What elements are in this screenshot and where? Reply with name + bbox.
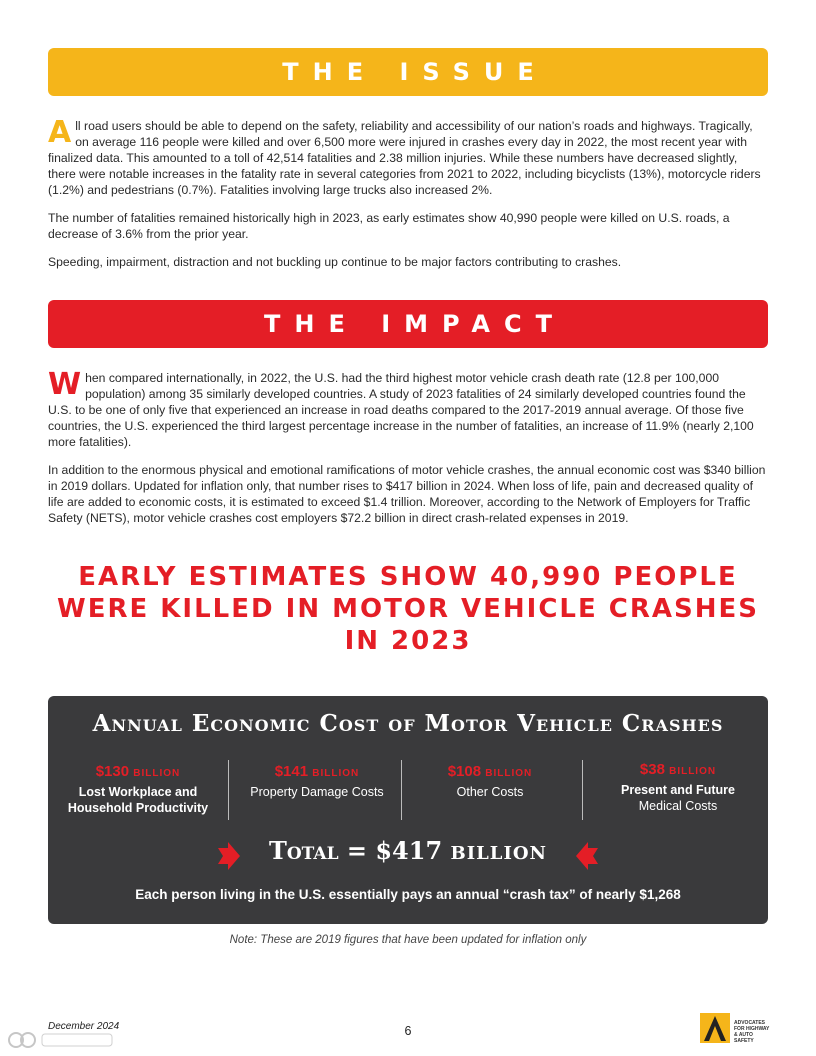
dropcap-a: A (48, 115, 72, 150)
total-unit: BILLION (450, 843, 548, 864)
cost-label: Other Costs (456, 785, 524, 799)
cost-productivity (54, 762, 222, 816)
panel-title: Annual Economic Cost of Motor Vehicle Crashes (92, 710, 724, 737)
divider (401, 760, 402, 820)
divider (582, 760, 583, 820)
impact-paragraph-1-text: hen compared internationally, in 2022, the U.S. had the third highest motor vehicle crash death rate (12.8 per 100,000 population) among 35 similarly developed countries. A study of 2023 fatalities of 24 similarly developed countries found the U.S. to be one of only five that experienced an increase in road deaths compared to the 2017-2019 annual average. Of those five countries, the U.S. experienced the third largest percentage increase in the number of fatalities, an increase of 11.9% (nearly 2,100 more fatalities). (48, 371, 754, 449)
cost-label: Medical Costs (638, 799, 718, 813)
headline-line-2: WERE KILLED IN MOTOR VEHICLE CRASHES (57, 594, 759, 624)
arrow-left-icon (576, 842, 598, 870)
logo-text: ADVOCATES FOR HIGHWAY & AUTO SAFETY (734, 1020, 770, 1044)
total-amount: $417 (375, 836, 443, 865)
impact-heading: THE IMPACT (264, 310, 566, 338)
impact-paragraph-1 (48, 367, 768, 450)
issue-heading-banner (48, 48, 768, 96)
headline-line-3: IN 2023 (344, 626, 472, 656)
watermark-icon (6, 1030, 116, 1050)
issue-heading: THE ISSUE (282, 58, 548, 86)
divider (228, 760, 229, 820)
issue-paragraph-1 (48, 115, 768, 198)
cost-amount: $38 BILLION (639, 761, 717, 778)
impact-paragraph-2: In addition to the enormous physical and emotional ramifications of motor vehicle crashes, the annual economic cost was $340 billion in 2019 dollars. Updated for inflation only, that number rises to $417 billion in 2024. When loss of life, pain and decreased quality of life are added to economic costs, it is estimated to exceed $1.4 trillion. Moreover, according to the Network of Employers for Traffic Safety (NETS), motor vehicle crashes cost employers $72.2 billion in direct crash-related expenses in 2019. (48, 463, 766, 525)
cost-label: Present and Future (621, 783, 735, 797)
footer-date: December 2024 (48, 1021, 120, 1032)
total-cost (48, 836, 768, 865)
cost-other (404, 762, 576, 800)
total-equals: = (346, 836, 367, 865)
cost-medical (588, 760, 768, 814)
cost-label: Property Damage Costs (250, 785, 384, 799)
page-number: 6 (404, 1024, 412, 1038)
cost-amount: $141 BILLION (274, 763, 360, 780)
cost-property-damage (234, 762, 400, 800)
issue-paragraph-3: Speeding, impairment, distraction and not buckling up continue to be major factors contributing to crashes. (48, 255, 622, 269)
issue-paragraph-2: The number of fatalities remained historically high in 2023, as early estimates show 40,990 people were killed on U.S. roads, a decrease of 3.6% from the prior year. (48, 211, 730, 241)
crash-tax-text: Each person living in the U.S. essentially pays an annual “crash tax” of nearly $1,268 (135, 887, 681, 902)
economic-cost-panel (48, 696, 768, 924)
cost-amount: $130 BILLION (95, 763, 181, 780)
fatality-headline (48, 561, 768, 657)
cost-label: Household Productivity (67, 801, 209, 815)
dropcap-w: W (48, 367, 82, 402)
impact-heading-banner (48, 300, 768, 348)
issue-paragraph-1-text: ll road users should be able to depend on the safety, reliability and accessibility of our nation’s roads and highways. Tragically, on average 116 people were killed and over 6,500 more were injured in crashes every day in 2022, the most recent year with finalized data. This amounted to a toll of 42,514 fatalities and 2.38 million injuries. While these numbers have decreased slightly, there were notable increases in the fatality rate in several categories from 2021 to 2022, including bicyclists (13%), motorcycle riders (1.2%) and pedestrians (0.7%). Fatalities involving large trucks also increased 2%. (48, 119, 761, 197)
cost-label: Lost Workplace and (78, 785, 198, 799)
cost-amount: $108 BILLION (447, 763, 533, 780)
headline-line-1: EARLY ESTIMATES SHOW 40,990 PEOPLE (78, 562, 738, 592)
inflation-note: Note: These are 2019 figures that have been updated for inflation only (229, 934, 587, 946)
total-word: Total (268, 836, 339, 865)
